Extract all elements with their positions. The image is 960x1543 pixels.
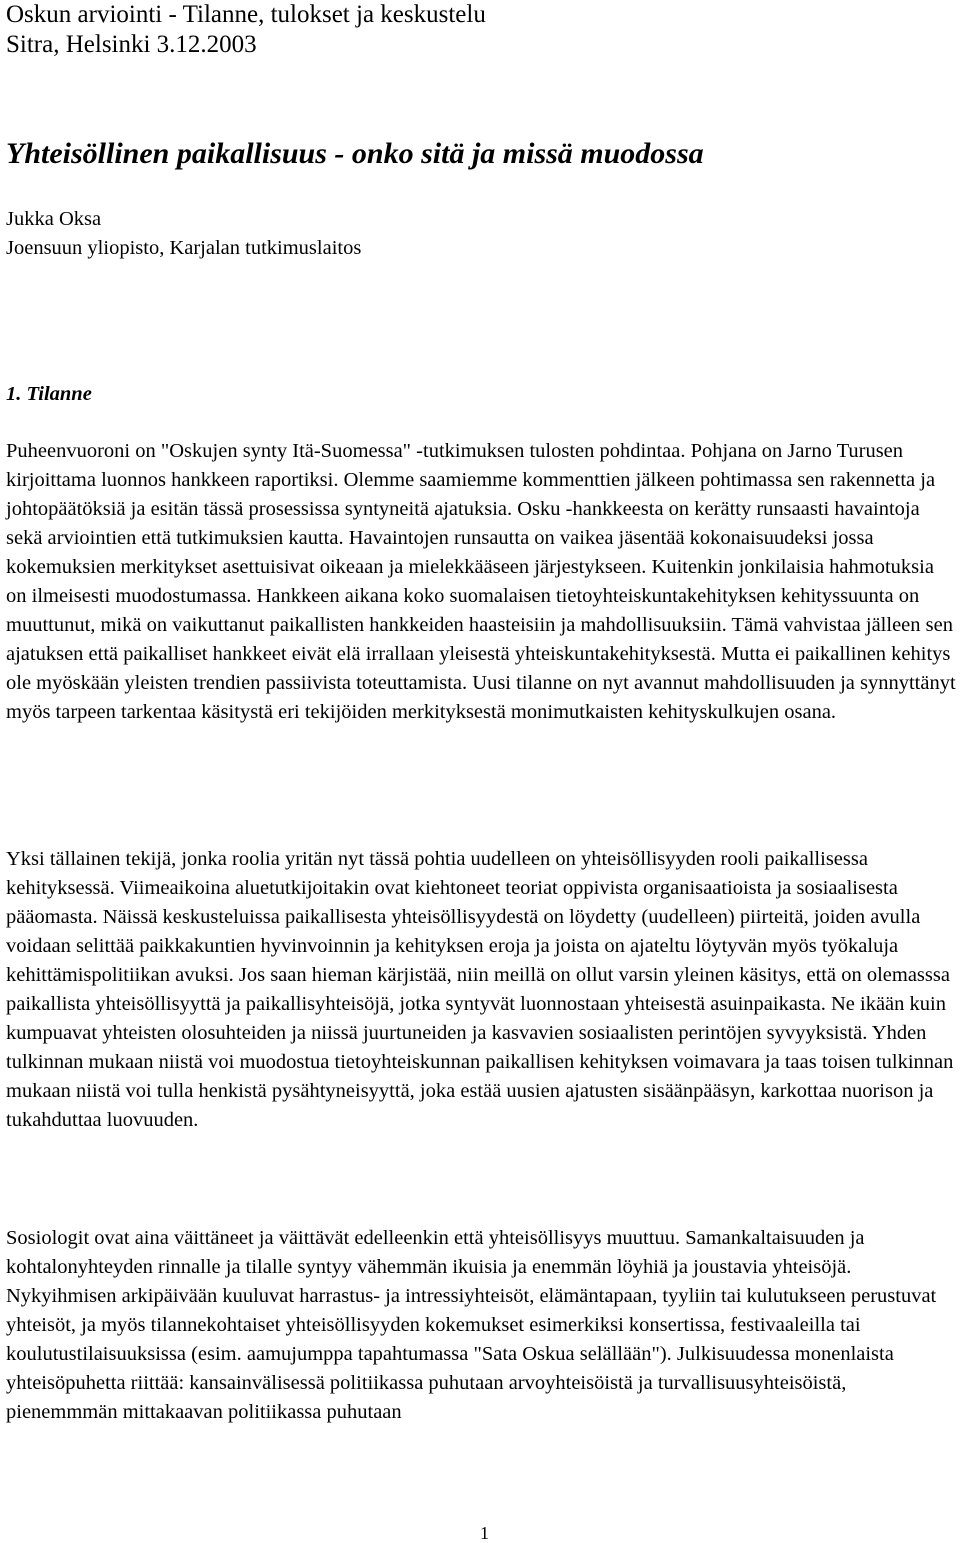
author-block [6,205,361,263]
paragraph-1: Puheenvuoroni on "Oskujen synty Itä-Suomessa" -tutkimuksen tulosten pohdintaa. Pohjana on Jarno Turusen kirjoittama luonnos hankkeen raportiksi. Olemme saamiemme kommenttien jälkeen pohtimassa sen rakennetta ja johtopäätöksiä ja esitän tässä prosessissa syntyneitä ajatuksia. Osku -hankkeesta on kerätty runsaasti havaintoja sekä arviointien että tutkimuksien kautta. Havaintojen runsautta on vaikea jäsentää kokonaisuudeksi jossa kokemuksien merkitykset asettuisivat oikeaan ja mielekkääseen järjestykseen. Kuitenkin jonkilaisia hahmotuksia on ilmeisesti muodostumassa. Hankkeen aikana koko suomalaisen tietoyhteiskuntakehityksen kehityssuunta on muuttunut, mikä on vaikuttanut paikallisten hankkeiden haasteisiin ja mahdollisuuksiin. Tämä vahvistaa jälleen sen ajatuksen että paikalliset hankkeet eivät elä irrallaan yleisestä yhteiskuntakehityksestä. Mutta ei paikallinen kehitys ole myöskään yleisten trendien passiivista toteuttamista. Uusi tilanne on nyt avannut mahdollisuuden ja synnyttänyt myös tarpeen tarkentaa käsitystä eri tekijöiden merkityksestä monimutkaisten kehityskulkujen osana. [6,440,956,723]
paragraph-3: Sosiologit ovat aina väittäneet ja väittävät edelleenkin että yhteisöllisyys muuttuu. Samankaltaisuuden ja kohtalonyhteyden rinnalle ja tilalle syntyy vähemmän ikuisia ja enemmän löyhiä ja joustavia yhteisöjä. Nykyihmisen arkipäivään kuuluvat harrastus- ja intressiyhteisöt, elämäntapaan, tyyliin tai kulutukseen perustuvat yhteisöt, ja myös tilannekohtaiset yhteisöllisyyden kokemukset esimerkiksi konsertissa, festivaaleilla tai koulutustilaisuuksissa (esim. aamujumppa tapahtumassa "Sata Oskua selällään"). Julkisuudessa monenlaista yhteisöpuhetta riittää: kansainvälisessä politiikassa puhutaan arvoyhteisöistä ja turvallisuusyhteisöistä, pienemmmän mittakaavan politiikassa puhutaan [6,1227,937,1423]
paragraph-2: Yksi tällainen tekijä, jonka roolia yritän nyt tässä pohtia uudelleen on yhteisöllisyyden rooli paikallisessa kehityksessä. Viimeaikoina aluetutkijoitakin ovat kiehtoneet teoriat oppivista organisaatioista ja sosiaalisesta pääomasta. Näissä keskusteluissa paikallisesta yhteisöllisyydestä on löydetty (uudelleen) piirteitä, joiden avulla voidaan selittää paikkakuntien hyvinvoinnin ja kehityksen eroja ja joista on ajateltu löytyvän myös työkaluja kehittämispolitiikan avuksi. Jos saan hieman kärjistää, niin meillä on ollut varsin yleinen käsitys, että on olemasssa paikallista yhteisöllisyyttä ja paikallisyhteisöjä, jotka syntyvät luonnostaan yhteisestä asuinpaikasta. Ne ikään kuin kumpuavat yhteisten olosuhteiden ja niissä juurtuneiden ja kasvavien sosiaalisten perintöjen syvyyksistä. Yhden tulkinnan mukaan niistä voi muodostua tietoyhteiskunnan paikallisen kehityksen voimavara ja taas toisen tulkinnan mukaan niistä voi tulla henkistä pysähtyneisyyttä, joka estää uusien ajatusten sisäänpääsyn, karkottaa nuorison ja tukahduttaa luovuuden. [6,848,954,1131]
event-location-date: Sitra, Helsinki 3.12.2003 [6,31,257,58]
document-title: Yhteisöllinen paikallisuus - onko sitä ja missä muodossa [6,137,704,170]
section-heading: 1. Tilanne [6,383,92,405]
document-page [6,0,956,1423]
author-name: Jukka Oksa [6,208,102,230]
author-affiliation: Joensuun yliopisto, Karjalan tutkimuslaitos [6,237,362,259]
event-title: Oskun arviointi - Tilanne, tulokset ja keskustelu [6,1,486,28]
page-number: 1 [480,1523,489,1543]
